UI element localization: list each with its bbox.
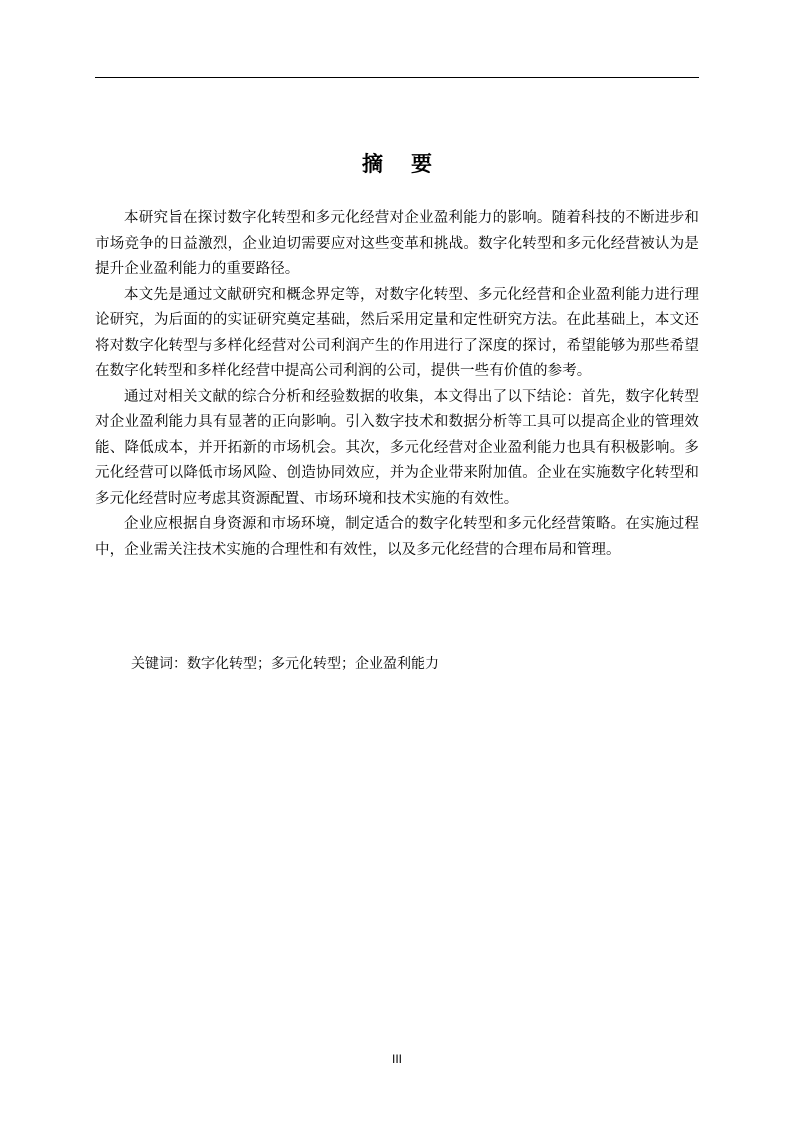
page-number: III	[391, 1052, 402, 1066]
page-title: 摘要	[362, 152, 460, 176]
abstract-paragraph: 本文先是通过文献研究和概念界定等，对数字化转型、多元化经营和企业盈利能力进行理论研究，为后面的的实证研究奠定基础，然后采用定量和定性研究方法。在此基础上，本文还将对数字化转型与多样化经营对公司利润产生的作用进行了深度的探讨，希望能够为那些希望在数字化转型和多样化经营中提高公司利润的公司，提供一些有价值的参考。	[95, 286, 699, 379]
abstract-paragraph: 通过对相关文献的综合分析和经验数据的收集，本文得出了以下结论：首先，数字化转型对企业盈利能力具有显著的正向影响。引入数字技术和数据分析等工具可以提高企业的管理效能、降低成本，并开拓新的市场机会。其次，多元化经营对企业盈利能力也具有积极影响。多元化经营可以降低市场风险、创造协同效应，并为企业带来附加值。企业在实施数字化转型和多元化经营时应考虑其资源配置、市场环境和技术实施的有效性。	[95, 388, 699, 507]
keywords-line	[131, 652, 439, 676]
abstract-paragraph: 本研究旨在探讨数字化转型和多元化经营对企业盈利能力的影响。随着科技的不断进步和市场竞争的日益激烈，企业迫切需要应对这些变革和挑战。数字化转型和多元化经营被认为是提升企业盈利能力的重要路径。	[95, 210, 699, 277]
keywords-label: 关键词：	[131, 656, 187, 672]
abstract-body	[95, 206, 699, 563]
abstract-paragraph: 企业应根据自身资源和市场环境，制定适合的数字化转型和多元化经营策略。在实施过程中，企业需关注技术实施的合理性和有效性，以及多元化经营的合理布局和管理。	[95, 516, 699, 558]
header-rule	[95, 77, 699, 78]
keywords-text: 数字化转型；多元化转型；企业盈利能力	[187, 656, 439, 672]
